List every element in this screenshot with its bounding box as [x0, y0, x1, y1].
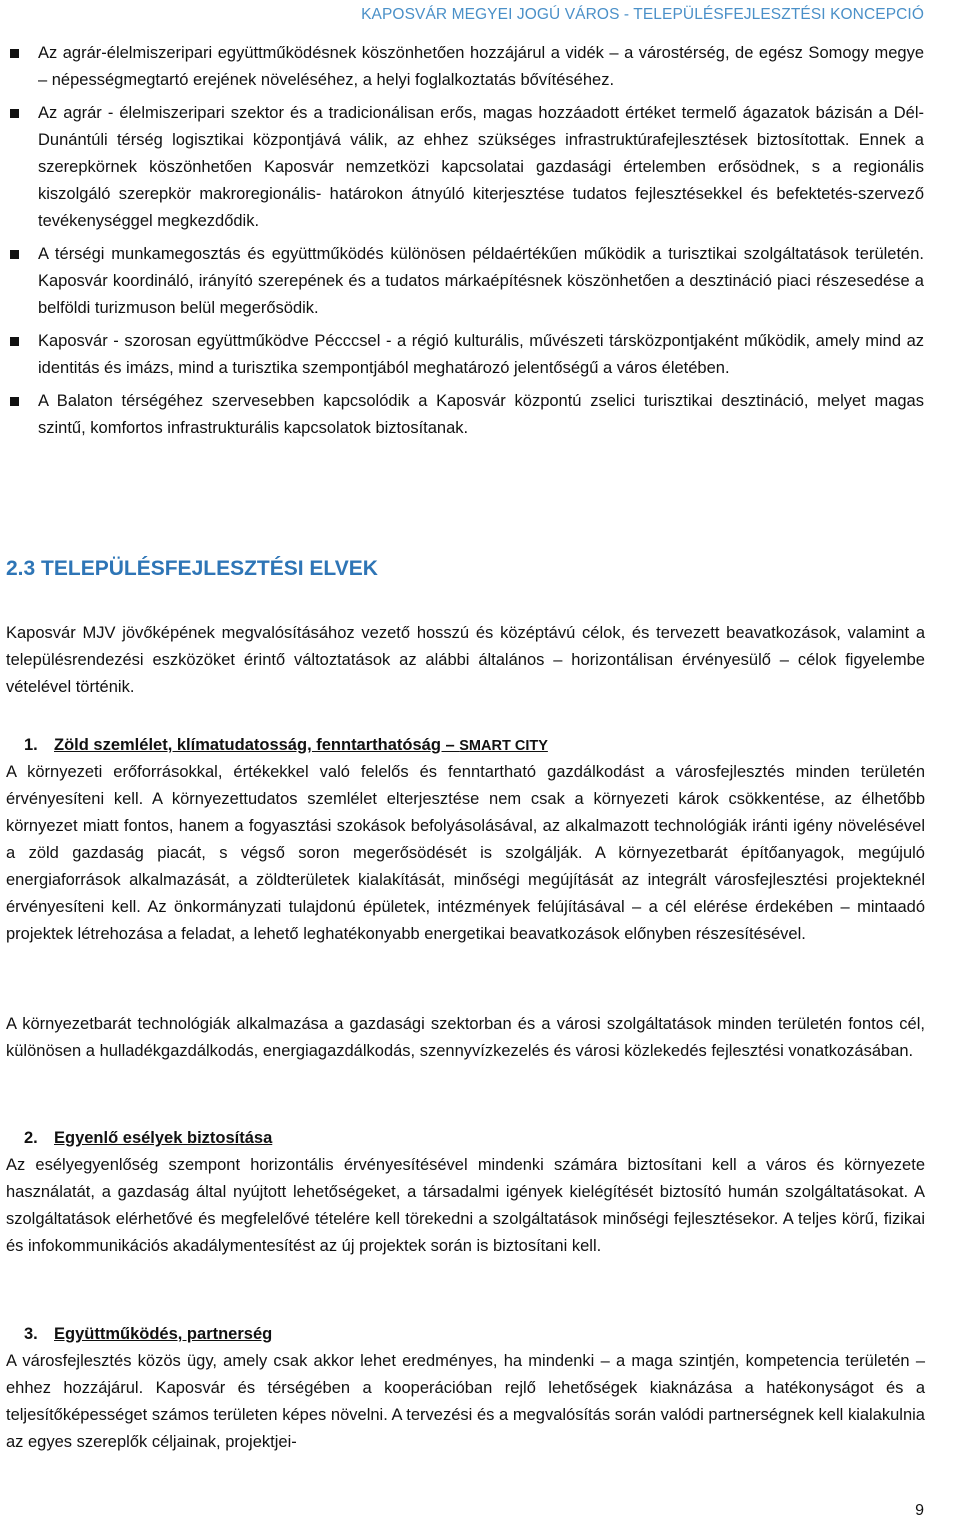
principle-title	[24, 732, 548, 760]
bullet-list	[0, 40, 960, 448]
principle-number: 2.	[24, 1129, 38, 1147]
page-number: 9	[915, 1502, 924, 1519]
square-bullet-icon	[10, 109, 19, 118]
section-intro: Kaposvár MJV jövőképének megvalósításához vezető hosszú és középtávú célok, és tervezett beavatkozások, valamint a településrendezési eszközöket érintő változtatások az alábbi általános – horizontálisan érvényesülő – célok figyelembe vételével történik.	[6, 624, 925, 696]
bullet-text: Az agrár-élelmiszeripari együttműködésnek köszönhetően hozzájárul a vidék – a várostérség, de egész Somogy megye – népességmegtartó erejének növeléséhez, a helyi foglalkoztatás bővítéséhez.	[38, 44, 924, 89]
section-title: TELEPÜLÉSFEJLESZTÉSI ELVEK	[41, 557, 378, 580]
principle-title	[24, 1321, 272, 1348]
principle-title	[24, 1125, 272, 1152]
principle-paragraph: A városfejlesztés közös ügy, amely csak akkor lehet eredményes, ha mindenki – a maga szintjén, kompetencia területén – ehhez hozzájárul. Kaposvár és térségében a kooperációban rejlő lehetőségek kiaknázása a hatékonyságot és a teljesítőképességet számos területen képes növelni. A tervezési és a megvalósítás során valódi partnerségnek kell kialakulnia az egyes szereplők céljainak, projektjei-	[6, 1352, 925, 1451]
bullet-text: Az agrár - élelmiszeripari szektor és a tradicionálisan erős, magas hozzáadott értéket termelő ágazatok bázisán a Dél-Dunántúli térség logisztikai központjává válik, az ehhez szükséges infrastruktúrafejlesztések biztosítottak. Ennek a szerepkörnek köszönhetően Kaposvár nemzetközi kapcsolatai gazdasági értelemben erősödnek, s a regionális kiszolgáló szerepkör makroregionális- határokon átnyúló kiterjesztése tudatos fejlesztésekkel és befektetés-szervező tevékenységgel megkezdődik.	[38, 104, 924, 230]
principle-heading: Egyenlő esélyek biztosítása	[54, 1129, 273, 1147]
running-header: KAPOSVÁR MEGYEI JOGÚ VÁROS - TELEPÜLÉSFEJLESZTÉSI KONCEPCIÓ	[361, 6, 924, 23]
square-bullet-icon	[10, 49, 19, 58]
principle-paragraph: A környezeti erőforrásokkal, értékekkel való felelős és fenntartható gazdálkodást a városfejlesztés minden területén érvényesíteni kell. A környezettudatos szemlélet elterjesztése nem csak a környezeti károk csökkentése, az élhetőbb környezet miatt fontos, hanem a fogyasztási szokások befolyásolásával, az alkalmazott technológiák iránti igény növelésével a zöld gazdaság piacát, s végső soron megerősödését is szolgálják. A környezetbarát építőanyagok, megújuló energiaforrások alkalmazását, a zöldterületek kialakítását, minőségi megújítását az integrált városfejlesztési projekteknél érvényesíteni kell. Az önkormányzati tulajdonú épületek, intézmények felújításával – a cél elérése érdekében – mintaadó projektek létrehozása a feladat, a lehető leghatékonyabb energetikai beavatkozások előnyben részesítésével.	[6, 763, 925, 943]
principle-paragraph: A környezetbarát technológiák alkalmazása a gazdasági szektorban és a városi szolgáltatások minden területén fontos cél, különösen a hulladékgazdálkodás, energiagazdálkodás, szennyvízkezelés és városi közlekedés fejlesztési vonatkozásában.	[6, 1015, 925, 1060]
bullet-text: A Balaton térségéhez szervesebben kapcsolódik a Kaposvár központú zselici turisztikai desztináció, melyet magas szintű, komfortos infrastrukturális kapcsolatok biztosítanak.	[38, 392, 924, 437]
principle-paragraph: Az esélyegyenlőség szempont horizontális érvényesítésével mindenki számára biztosítani kell a város és környezete használatát, a gazdaság által nyújtott lehetőségeket, a társadalmi igények kielégítését biztosító humán szolgáltatásokat. A szolgáltatások elérhetővé és megfelelővé tételére kell törekedni a szolgáltatások minőségi fejlesztésekor. A teljes körű, fizikai és infokommunikációs akadálymentesítést az új projektek során is biztosítani kell.	[6, 1156, 925, 1255]
bullet-item	[0, 388, 960, 442]
bullet-item	[0, 100, 960, 235]
principle-suffix: SMART CITY	[459, 738, 548, 754]
bullet-item	[0, 241, 960, 322]
principle-heading: Zöld szemlélet, klímatudatosság, fenntarthatóság –	[54, 736, 460, 754]
principle-number: 1.	[24, 736, 38, 754]
bullet-item	[0, 328, 960, 382]
bullet-item	[0, 40, 960, 94]
bullet-text: Kaposvár - szorosan együttműködve Pécccsel - a régió kulturális, művészeti társközpontjaként működik, amely mind az identitás és imázs, mind a turisztika szempontjából meghatározó jelentőségű a város életében.	[38, 332, 924, 377]
section-number: 2.3	[6, 557, 36, 580]
bullet-text: A térségi munkamegosztás és együttműködés különösen példaértékűen működik a turisztikai szolgáltatások területén. Kaposvár koordináló, irányító szerepének és a tudatos márkaépítésnek köszönhetően a desztináció piaci részesedése a belföldi turizmuson belül megerősödik.	[38, 245, 924, 317]
square-bullet-icon	[10, 250, 19, 259]
square-bullet-icon	[10, 337, 19, 346]
principle-number: 3.	[24, 1325, 38, 1343]
section-heading	[6, 557, 378, 581]
principle-heading: Együttműködés, partnerség	[54, 1325, 273, 1343]
square-bullet-icon	[10, 397, 19, 406]
